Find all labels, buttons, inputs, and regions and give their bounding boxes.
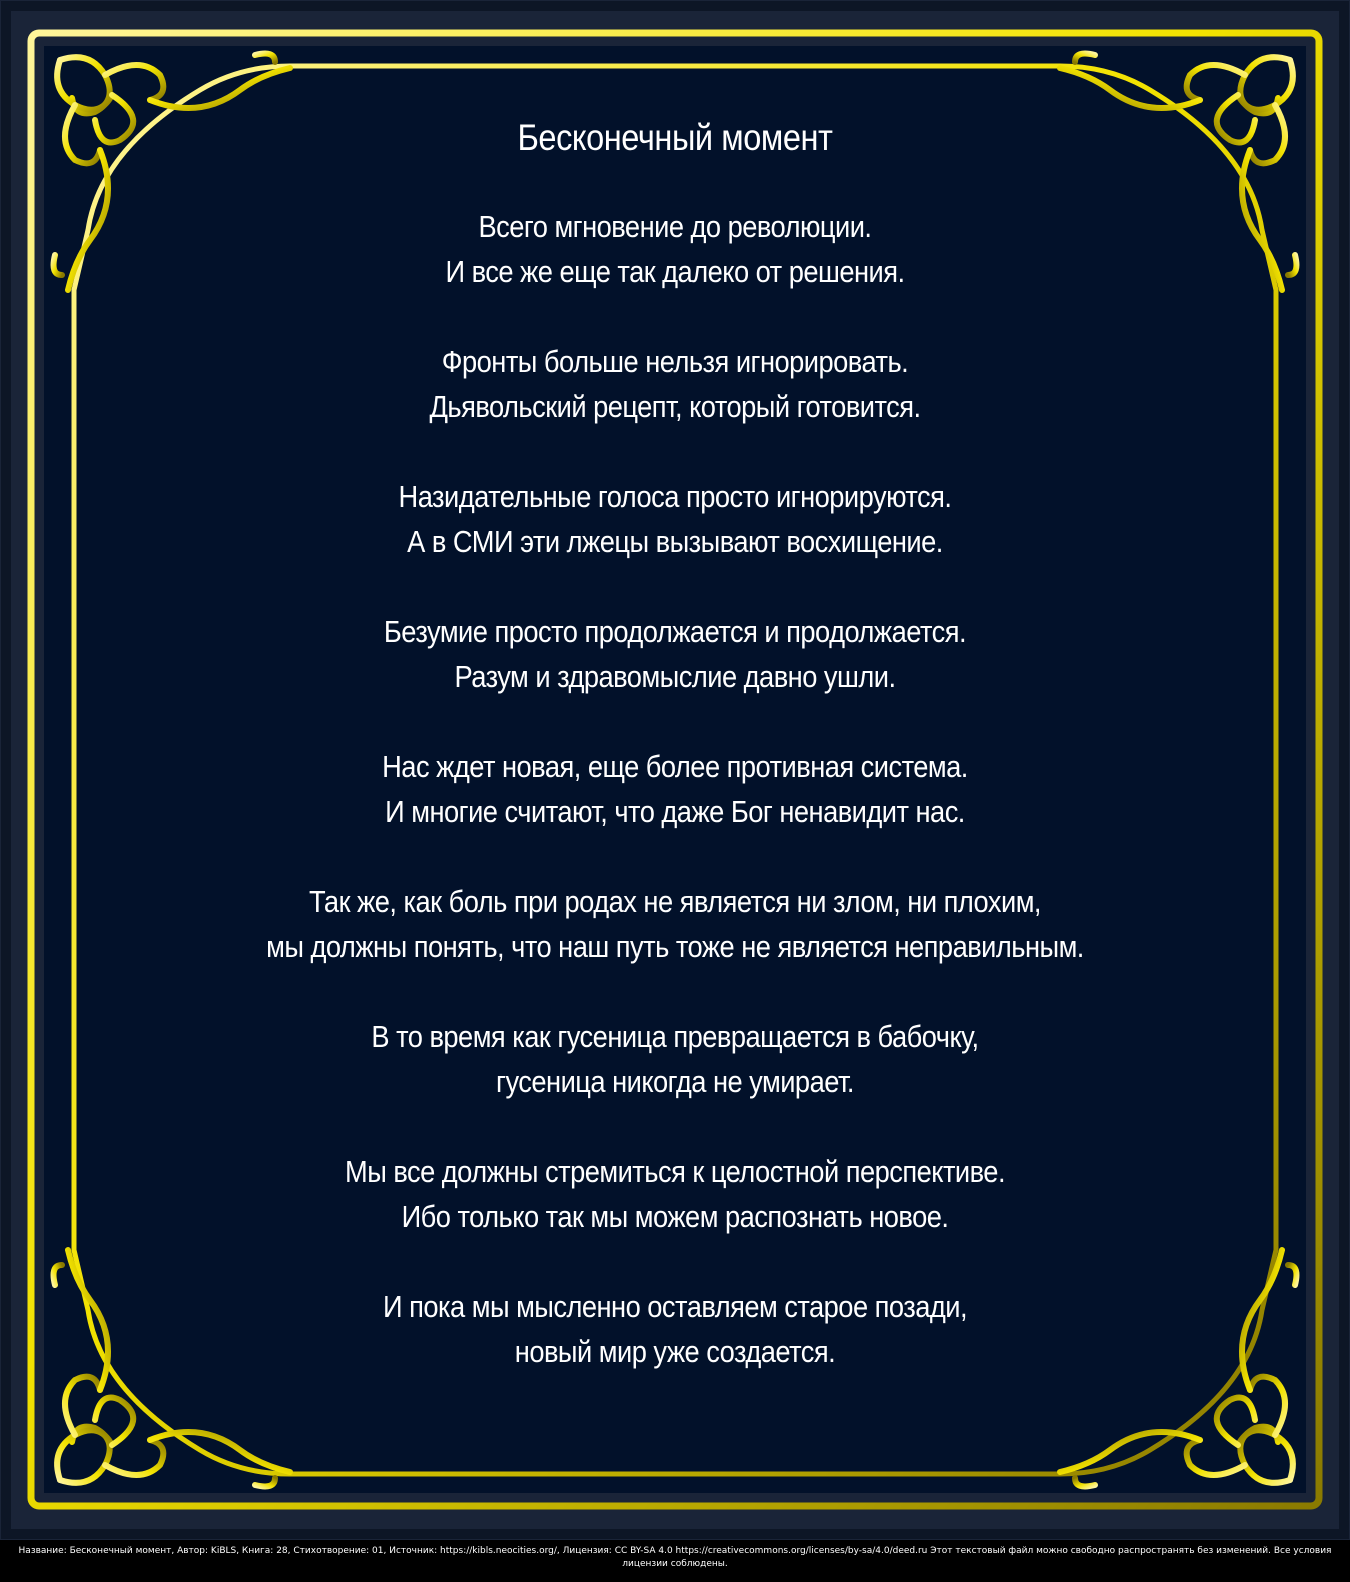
- poem-line: И многие считают, что даже Бог ненавидит нас.: [385, 794, 965, 829]
- poem-line: Дьявольский рецепт, который готовится.: [429, 389, 921, 424]
- poem-line: гусеница никогда не умирает.: [496, 1064, 854, 1099]
- poem-title: Бесконечный момент: [517, 117, 833, 158]
- stanza: [130, 339, 1220, 429]
- poem-line: мы должны понять, что наш путь тоже не является неправильным.: [266, 929, 1084, 964]
- poem-line: Фронты больше нельзя игнорировать.: [441, 344, 909, 379]
- poem-line: Ибо только так мы можем распознать новое.: [401, 1199, 949, 1234]
- poem-line: Всего мгновение до революции.: [478, 209, 872, 244]
- poem-line: Назидательные голоса просто игнорируются.: [398, 479, 952, 514]
- poem: [130, 100, 1220, 1420]
- poem-line: И пока мы мысленно оставляем старое позади,: [382, 1289, 968, 1324]
- poem-line: Так же, как боль при родах не является ни злом, ни плохим,: [309, 884, 1041, 919]
- stanza: [130, 204, 1220, 294]
- poem-line: новый мир уже создается.: [514, 1334, 836, 1369]
- stanza: [130, 1149, 1220, 1239]
- stanza: [130, 879, 1220, 969]
- stanza: [130, 1284, 1220, 1374]
- stanza: [130, 1014, 1220, 1104]
- poem-line: Безумие просто продолжается и продолжается.: [383, 614, 967, 649]
- poem-line: В то время как гусеница превращается в бабочку,: [371, 1019, 979, 1054]
- stanza: [130, 609, 1220, 699]
- stanza: [130, 744, 1220, 834]
- poem-line: А в СМИ эти лжецы вызывают восхищение.: [407, 524, 943, 559]
- poem-line: И все же еще так далеко от решения.: [445, 254, 905, 289]
- license-footer: Название: Бесконечный момент, Автор: KiBLS, Книга: 28, Стихотворение: 01, Источник: https://kibls.neocities.org/, Лицензия: CC BY-SA 4.0 https://creativecommons.org/licenses/by-sa/4.0/deed.ru Этот текстовый файл можно свободно распространять без изменений. Все условия лицензии соблюдены.: [18, 1546, 1332, 1569]
- poem-line: Мы все должны стремиться к целостной перспективе.: [345, 1154, 1005, 1189]
- poem-line: Нас ждет новая, еще более противная система.: [382, 749, 968, 784]
- stanza: [130, 474, 1220, 564]
- poem-line: Разум и здравомыслие давно ушли.: [454, 659, 896, 694]
